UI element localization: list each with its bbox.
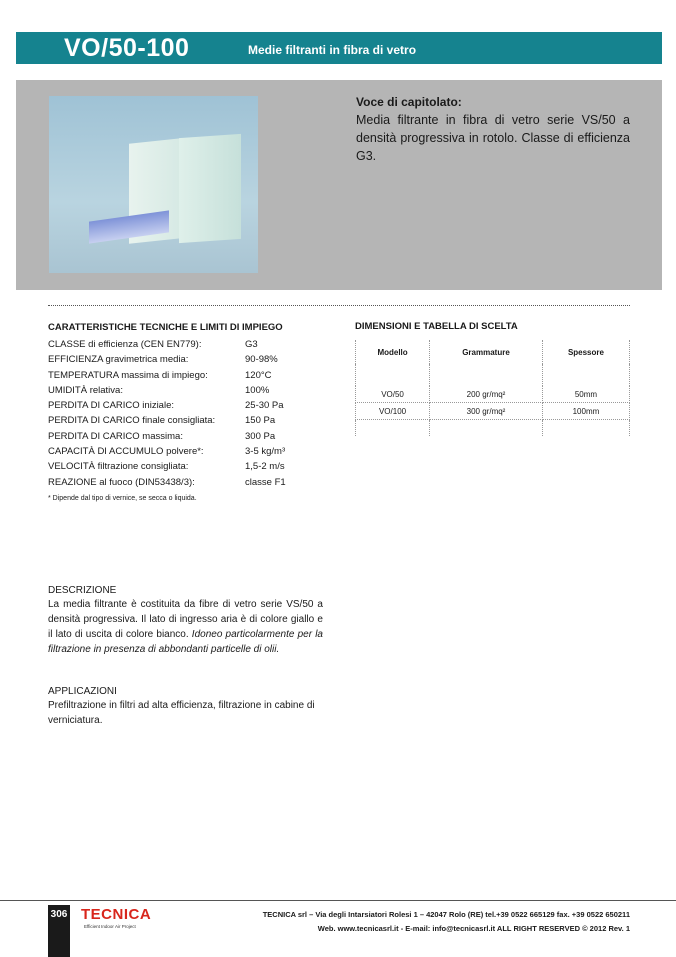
table-header-row bbox=[356, 340, 630, 364]
logo-tagline: Efficient Indoor Air Project bbox=[84, 924, 136, 929]
spec-row: UMIDITÀ relativa: 100% bbox=[48, 384, 270, 396]
column-header: Spessore bbox=[542, 340, 629, 364]
applications-text: Prefiltrazione in filtri ad alta efficienza, filtrazione in cabine di verniciatura. bbox=[48, 700, 315, 726]
spec-row: REAZIONE al fuoco (DIN53438/3): classe F1 bbox=[48, 476, 286, 488]
spec-row: EFFICIENZA gravimetrica media: 90-98% bbox=[48, 354, 278, 366]
specs-title: CARATTERISTICHE TECNICHE E LIMITI DI IMPIEGO bbox=[48, 322, 283, 333]
column-header: Modello bbox=[356, 340, 430, 364]
company-logo: TECNICA bbox=[81, 906, 152, 923]
footer-address: TECNICA srl – Via degli Intarsiatori Rolesi 1 – 42047 Rolo (RE) tel.+39 0522 665129 fax. +39 0522 650211 bbox=[262, 910, 630, 919]
column-header: Grammature bbox=[430, 340, 543, 364]
table-row: VO/50 200 gr/mq² 50mm bbox=[356, 386, 630, 403]
description-text: La media filtrante è costituita da fibre di vetro serie VS/50 a densità progressiva. Il lato di ingresso aria è di colore giallo e il lato di uscita di colore bianco. Idoneo particolarmente per la filtrazione in presenza di abbondanti particelle di olii. bbox=[48, 599, 323, 655]
product-photo bbox=[49, 96, 258, 273]
spec-row: VELOCITÀ filtrazione consigliata: 1,5-2 m/s bbox=[48, 461, 285, 473]
description-title: DESCRIZIONE bbox=[48, 585, 117, 596]
dimensions-title: DIMENSIONI E TABELLA DI SCELTA bbox=[355, 321, 518, 332]
voce-title: Voce di capitolato: bbox=[356, 95, 462, 109]
page-number: 306 bbox=[50, 909, 68, 920]
spec-row: TEMPERATURA massima di impiego: 120°C bbox=[48, 369, 272, 381]
table-row: VO/100 300 gr/mq² 100mm bbox=[356, 403, 630, 420]
spec-row: CAPACITÀ DI ACCUMULO polvere*: 3-5 kg/m³ bbox=[48, 446, 286, 458]
spec-row: CLASSE di efficienza (CEN EN779): G3 bbox=[48, 339, 258, 350]
specs-list bbox=[48, 337, 328, 490]
applications-title: APPLICAZIONI bbox=[48, 686, 117, 697]
dimensions-table bbox=[355, 340, 630, 436]
footer-contacts: Web. www.tecnicasrl.it - E-mail: info@tecnicasrl.it ALL RIGHT RESERVED © 2012 Rev. 1 bbox=[317, 924, 630, 933]
specs-note: * Dipende dal tipo di vernice, se secca o liquida. bbox=[48, 495, 197, 502]
title-bar bbox=[16, 32, 662, 64]
spec-row: PERDITA DI CARICO finale consigliata: 150 Pa bbox=[48, 415, 276, 427]
hero-panel bbox=[16, 80, 662, 290]
product-subtitle: Medie filtranti in fibra di vetro bbox=[248, 43, 417, 57]
product-code: VO/50-100 bbox=[64, 34, 190, 62]
description-italic: Idoneo particolarmente per la filtrazione in presenza di abbondanti particelle di olii. bbox=[48, 629, 323, 655]
dotted-divider bbox=[48, 305, 630, 306]
footer-divider bbox=[0, 900, 676, 901]
spec-row: PERDITA DI CARICO massima: 300 Pa bbox=[48, 430, 276, 442]
voce-text: Media filtrante in fibra di vetro serie VS/50 a densità progressiva in rotolo. Classe di efficienza G3. bbox=[356, 113, 630, 163]
spec-row: PERDITA DI CARICO iniziale: 25-30 Pa bbox=[48, 400, 284, 412]
